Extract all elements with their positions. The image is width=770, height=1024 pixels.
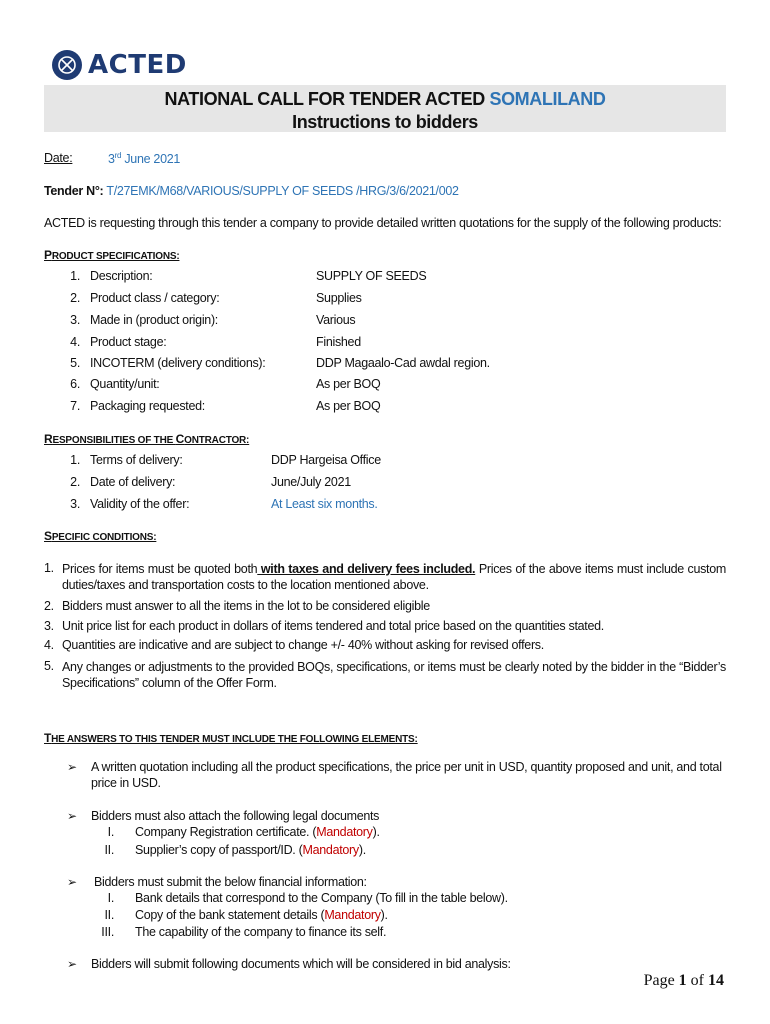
acted-logo-emblem-icon [52, 50, 82, 80]
spec-number: 7. [70, 399, 80, 413]
spec-number: 6. [70, 377, 80, 391]
requirement-suffix: ). [380, 908, 388, 922]
arrow-bullet-icon: ➢ [67, 957, 78, 971]
condition-item-5-line1: Any changes or adjustments to the provided BOQs, specifications, or items must be clearly noted by the bidder in the “Bidder’s [62, 660, 726, 674]
requirement-text: The capability of the company to finance its self. [135, 925, 387, 939]
spec-label: Quantity/unit: [90, 377, 160, 391]
spec-label: Made in (product origin): [90, 313, 218, 327]
requirement-text: Bank details that correspond to the Company (To fill in the table below). [135, 891, 508, 905]
condition-item-2: Bidders must answer to all the items in the lot to be considered eligible [62, 599, 430, 613]
responsibility-value: June/July 2021 [271, 475, 351, 489]
answer-bullet-3: Bidders must submit the below financial information: [94, 875, 367, 889]
condition-item-1-line1: Prices for items must be quoted both with taxes and delivery fees included. Prices of the above items must include custom [62, 562, 726, 576]
mandatory-flag: Mandatory [324, 908, 381, 922]
spec-label: Packaging requested: [90, 399, 205, 413]
condition-number: 3. [44, 619, 54, 633]
spec-label: Description: [90, 269, 153, 283]
specific-conditions-heading: SPECIFIC CONDITIONS: [44, 529, 157, 543]
arrow-bullet-icon: ➢ [67, 760, 78, 774]
spec-label: INCOTERM (delivery conditions): [90, 356, 266, 370]
roman-numeral: II. [104, 843, 114, 857]
condition-number: 4. [44, 638, 54, 652]
responsibility-value: At Least six months. [271, 497, 378, 511]
spec-value: DDP Magaalo-Cad awdal region. [316, 356, 490, 370]
responsibility-label: Validity of the offer: [90, 497, 190, 511]
tender-number: Tender N°: T/27EMK/M68/VARIOUS/SUPPLY OF SEEDS /HRG/3/6/2021/002 [44, 184, 459, 198]
spec-number: 1. [70, 269, 80, 283]
product-specifications-heading: PRODUCT SPECIFICATIONS: [44, 248, 180, 262]
arrow-bullet-icon: ➢ [67, 809, 78, 823]
requirement-text: Copy of the bank statement details ( [135, 908, 325, 922]
spec-value: SUPPLY OF SEEDS [316, 269, 427, 283]
spec-value: Finished [316, 335, 361, 349]
responsibility-label: Date of delivery: [90, 475, 176, 489]
responsibility-number: 3. [70, 497, 80, 511]
mandatory-flag: Mandatory [302, 843, 359, 857]
document-requirement [135, 825, 380, 839]
spec-value: As per BOQ [316, 399, 381, 413]
page-number: Page 1 of 14 [643, 972, 724, 989]
document-subtitle: Instructions to bidders [292, 112, 478, 132]
responsibility-number: 1. [70, 453, 80, 467]
acted-logo-text: ACTED [88, 50, 187, 80]
spec-number: 3. [70, 313, 80, 327]
document-title: NATIONAL CALL FOR TENDER ACTED SOMALILAND [164, 89, 606, 109]
answers-heading: THE ANSWERS TO THIS TENDER MUST INCLUDE THE FOLLOWING ELEMENTS: [44, 731, 418, 745]
answer-bullet-2: Bidders must also attach the following legal documents [91, 809, 380, 823]
requirement-text: Supplier’s copy of passport/ID. ( [135, 843, 303, 857]
requirement-suffix: ). [372, 825, 380, 839]
condition-item-3: Unit price list for each product in dollars of items tendered and total price based on the quantities stated. [62, 619, 604, 633]
requirement-suffix: ). [358, 843, 366, 857]
condition-number: 1. [44, 561, 54, 575]
spec-value: As per BOQ [316, 377, 381, 391]
document-requirement [135, 908, 388, 922]
date-value: 3rd June 2021 [108, 151, 181, 167]
spec-number: 2. [70, 291, 80, 305]
roman-numeral: III. [101, 925, 114, 939]
responsibilities-heading: RESPONSIBILITIES OF THE CONTRACTOR: [44, 432, 250, 446]
spec-value: Supplies [316, 291, 362, 305]
responsibility-value: DDP Hargeisa Office [271, 453, 381, 467]
mandatory-flag: Mandatory [316, 825, 373, 839]
condition-item-4: Quantities are indicative and are subject to change +/- 40% without asking for revised offers. [62, 638, 544, 652]
roman-numeral: I. [107, 891, 114, 905]
document-requirement [135, 925, 386, 939]
intro-text: ACTED is requesting through this tender a company to provide detailed written quotations for the supply of the following products: [44, 216, 722, 230]
answer-bullet-4: Bidders will submit following documents which will be considered in bid analysis: [91, 957, 511, 971]
spec-number: 4. [70, 335, 80, 349]
roman-numeral: II. [104, 908, 114, 922]
condition-item-5-line2: Specifications” column of the Offer Form. [62, 676, 277, 690]
answer-bullet-1-line1: A written quotation including all the product specifications, the price per unit in USD, quantity proposed and unit, and total [91, 760, 722, 774]
document-requirement [135, 891, 508, 905]
spec-label: Product stage: [90, 335, 167, 349]
spec-number: 5. [70, 356, 80, 370]
spec-label: Product class / category: [90, 291, 220, 305]
date-label: Date: [44, 151, 73, 165]
document-requirement [135, 843, 366, 857]
responsibility-number: 2. [70, 475, 80, 489]
condition-number: 5. [44, 659, 54, 673]
arrow-bullet-icon: ➢ [67, 875, 78, 889]
spec-value: Various [316, 313, 356, 327]
answer-bullet-1-line2: price in USD. [91, 776, 161, 790]
responsibility-label: Terms of delivery: [90, 453, 183, 467]
condition-item-1-line2: duties/taxes and transportation costs to the location mentioned above. [62, 578, 429, 592]
condition-number: 2. [44, 599, 54, 613]
roman-numeral: I. [107, 825, 114, 839]
requirement-text: Company Registration certificate. ( [135, 825, 317, 839]
